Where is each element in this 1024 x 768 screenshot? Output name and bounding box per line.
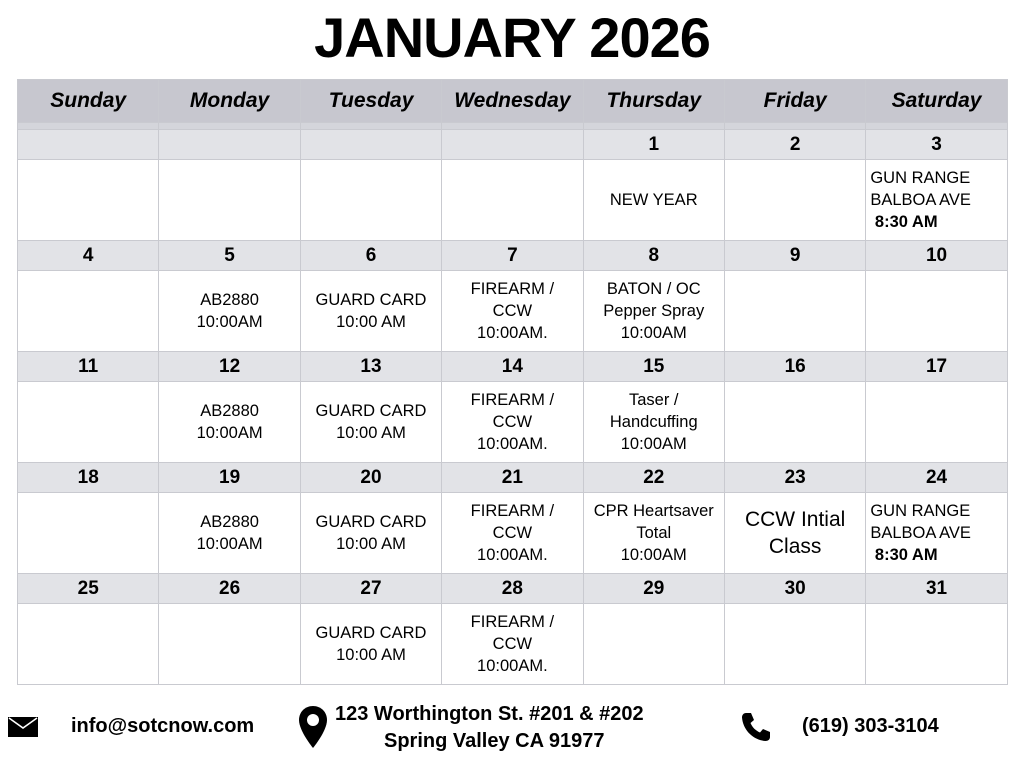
date-number-sunday [18,130,159,160]
event-cell-saturday [866,493,1007,574]
event-cell-wednesday [442,160,583,241]
event-row [18,271,1008,352]
date-number-tuesday: 6 [300,241,441,271]
event-cell-thursday [583,271,724,352]
date-number-sunday: 25 [18,574,159,604]
date-number-monday [159,130,300,160]
event-cell-monday [159,160,300,241]
event-text-line: 10:00 AM [336,424,406,442]
event-text-line: GUN RANGE [870,502,971,520]
weekday-header-tuesday: Tuesday [300,80,441,123]
weekday-header-thursday: Thursday [583,80,724,123]
event-row [18,160,1008,241]
event-text-line: CCW Intial [744,508,846,531]
event-cell-saturday [866,271,1007,352]
event-text-line: 8:30 AM [870,546,938,564]
event-text-line: 10:00AM. [477,546,548,564]
weekday-header-wednesday: Wednesday [442,80,583,123]
date-number-saturday: 24 [866,463,1007,493]
event-cell-sunday [18,382,159,463]
event-text-line: NEW YEAR [609,191,698,209]
event-text-line: 10:00 AM [336,646,406,664]
event-text-line: CCW [492,302,533,320]
contact-email[interactable]: info@sotcnow.com [71,715,255,737]
event-text-line: 10:00AM [620,435,687,453]
date-number-sunday: 11 [18,352,159,382]
envelope-icon [8,717,38,737]
event-text-line: 10:00AM. [477,324,548,342]
date-number-wednesday: 7 [442,241,583,271]
date-number-sunday: 4 [18,241,159,271]
event-cell-monday [159,271,300,352]
contact-footer [0,696,1024,768]
map-pin-icon [298,705,328,749]
event-cell-friday [724,271,865,352]
date-number-monday: 26 [159,574,300,604]
date-number-row [18,352,1008,382]
event-text-line: FIREARM / [470,280,555,298]
date-number-monday: 19 [159,463,300,493]
event-cell-saturday [866,382,1007,463]
event-text-line: GUARD CARD [315,291,427,309]
address-line-2: Spring Valley CA 91977 [384,730,605,752]
date-number-tuesday: 20 [300,463,441,493]
event-text-line: 10:00 AM [336,535,406,553]
calendar-grid [17,79,1008,685]
event-row [18,382,1008,463]
date-number-thursday: 8 [583,241,724,271]
event-text-line: Class [768,535,822,558]
event-cell-thursday [583,160,724,241]
date-number-wednesday [442,130,583,160]
event-cell-friday [724,160,865,241]
event-text-line: 10:00AM. [477,435,548,453]
event-cell-thursday [583,382,724,463]
event-text-line: AB2880 [200,513,259,531]
event-text-line: BALBOA AVE [870,524,971,542]
event-cell-wednesday [442,271,583,352]
weekday-header-sunday: Sunday [18,80,159,123]
date-number-row [18,241,1008,271]
event-text-line: Handcuffing [609,413,698,431]
event-text-line: 10:00AM [620,546,687,564]
header-separator [18,123,1008,130]
event-cell-monday [159,604,300,685]
event-text-line: FIREARM / [470,391,555,409]
event-text-line: CCW [492,524,533,542]
event-cell-wednesday [442,604,583,685]
event-text-line: Taser / [628,391,679,409]
event-cell-friday [724,604,865,685]
event-text-line: BALBOA AVE [870,191,971,209]
event-cell-tuesday [300,160,441,241]
date-number-thursday: 29 [583,574,724,604]
event-text-line: CCW [492,413,533,431]
event-text-line: 10:00AM [196,424,263,442]
event-cell-tuesday [300,604,441,685]
event-text-line: AB2880 [200,291,259,309]
date-number-monday: 12 [159,352,300,382]
event-cell-wednesday [442,382,583,463]
date-number-wednesday: 28 [442,574,583,604]
event-cell-wednesday [442,493,583,574]
event-text-line: AB2880 [200,402,259,420]
phone-icon [740,711,772,743]
date-number-friday: 9 [724,241,865,271]
date-number-wednesday: 14 [442,352,583,382]
date-number-row [18,130,1008,160]
event-text-line: 8:30 AM [870,213,938,231]
contact-phone[interactable]: (619) 303-3104 [802,715,939,737]
event-text-line: FIREARM / [470,613,555,631]
event-text-line: Pepper Spray [603,302,705,320]
date-number-tuesday: 13 [300,352,441,382]
date-number-thursday: 15 [583,352,724,382]
date-number-friday: 30 [724,574,865,604]
date-number-saturday: 31 [866,574,1007,604]
date-number-monday: 5 [159,241,300,271]
event-cell-tuesday [300,271,441,352]
date-number-saturday: 10 [866,241,1007,271]
page-title: JANUARY 2026 [314,6,710,69]
date-number-row [18,574,1008,604]
event-cell-sunday [18,493,159,574]
weekday-header-saturday: Saturday [866,80,1007,123]
event-cell-tuesday [300,382,441,463]
date-number-sunday: 18 [18,463,159,493]
event-cell-friday [724,382,865,463]
event-text-line: Total [636,524,672,542]
date-number-row [18,463,1008,493]
event-text-line: GUARD CARD [315,624,427,642]
event-cell-sunday [18,271,159,352]
event-cell-saturday [866,604,1007,685]
event-cell-saturday [866,160,1007,241]
date-number-wednesday: 21 [442,463,583,493]
calendar-body [18,130,1008,685]
weekday-header-monday: Monday [159,80,300,123]
date-number-saturday: 3 [866,130,1007,160]
event-text-line: 10:00AM. [477,657,548,675]
weekday-header-friday: Friday [724,80,865,123]
weekday-header-row [18,80,1008,123]
event-row [18,604,1008,685]
date-number-tuesday: 27 [300,574,441,604]
event-text-line: 10:00AM [196,535,263,553]
date-number-friday: 16 [724,352,865,382]
date-number-friday: 23 [724,463,865,493]
event-cell-monday [159,382,300,463]
event-text-line: FIREARM / [470,502,555,520]
date-number-saturday: 17 [866,352,1007,382]
event-text-line: 10:00AM [196,313,263,331]
event-text-line: GUN RANGE [870,169,971,187]
event-text-line: GUARD CARD [315,402,427,420]
event-cell-thursday [583,493,724,574]
date-number-thursday: 22 [583,463,724,493]
event-text-line: CPR Heartsaver [593,502,714,520]
event-text-line: GUARD CARD [315,513,427,531]
date-number-thursday: 1 [583,130,724,160]
date-number-tuesday [300,130,441,160]
event-cell-friday [724,493,865,574]
date-number-friday: 2 [724,130,865,160]
event-text-line: BATON / OC [606,280,701,298]
event-cell-sunday [18,604,159,685]
event-row [18,493,1008,574]
event-text-line: 10:00 AM [336,313,406,331]
event-cell-thursday [583,604,724,685]
address-line-1: 123 Worthington St. #201 & #202 [335,703,644,725]
event-text-line: CCW [492,635,533,653]
event-text-line: 10:00AM [620,324,687,342]
event-cell-sunday [18,160,159,241]
event-cell-monday [159,493,300,574]
event-cell-tuesday [300,493,441,574]
